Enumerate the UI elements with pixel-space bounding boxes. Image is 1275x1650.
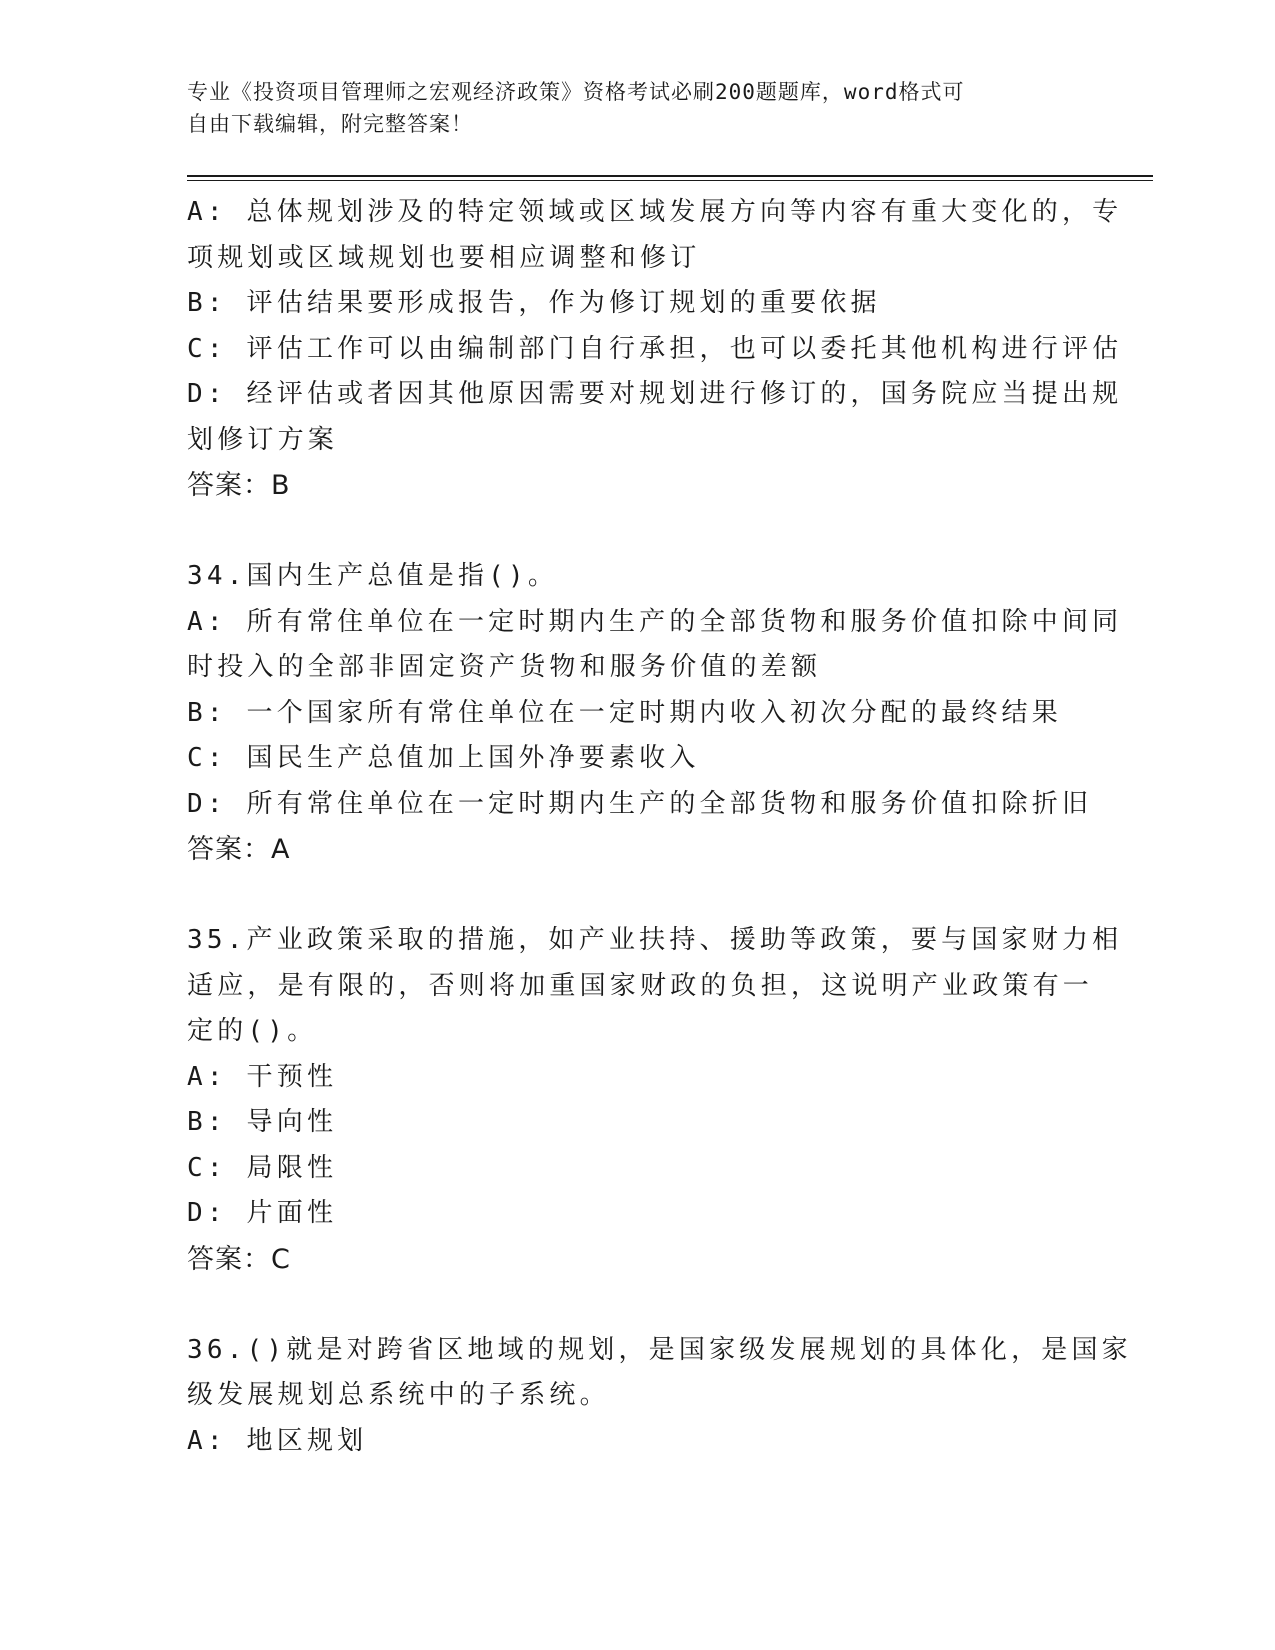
header-divider xyxy=(187,175,1153,181)
option-a-continued: 项规划或区域规划也要相应调整和修订 xyxy=(187,242,701,273)
header-title-line-2: 自由下载编辑，附完整答案！ xyxy=(187,112,473,136)
question-content xyxy=(187,190,1132,1464)
question-stem-continued: 适应，是有限的，否则将加重国家财政的负担，这说明产业政策有一 xyxy=(187,970,1094,1001)
question-33-options xyxy=(187,190,1123,509)
option-d: D: 经评估或者因其他原因需要对规划进行修订的，国务院应当提出规 xyxy=(187,379,1123,409)
option-d-continued: 划修订方案 xyxy=(187,424,339,455)
answer-label: 答案：B xyxy=(187,470,291,501)
option-a-continued: 时投入的全部非固定资产货物和服务价值的差额 xyxy=(187,652,822,682)
option-a: A: 总体规划涉及的特定领域或区域发展方向等内容有重大变化的，专 xyxy=(187,197,1123,227)
option-a: A: 干预性 xyxy=(187,1061,338,1092)
option-c: C: 局限性 xyxy=(187,1152,338,1183)
document-header xyxy=(187,76,1067,140)
option-c: C: 评估工作可以由编制部门自行承担，也可以委托其他机构进行评估 xyxy=(187,333,1123,364)
option-c: C: 国民生产总值加上国外净要素收入 xyxy=(187,743,700,773)
option-b: B: 一个国家所有常住单位在一定时期内收入初次分配的最终结果 xyxy=(187,697,1062,728)
question-36 xyxy=(187,1328,1132,1465)
spacer xyxy=(187,1282,1067,1328)
option-a: A: 地区规划 xyxy=(187,1425,368,1456)
question-35 xyxy=(187,918,1123,1282)
answer-label: 答案：C xyxy=(187,1243,291,1275)
header-title-line-1: 专业《投资项目管理师之宏观经济政策》资格考试必刷200题题库，word格式可 xyxy=(187,80,965,104)
spacer xyxy=(187,509,1067,555)
question-stem: 36.()就是对跨省区地域的规划，是国家级发展规划的具体化，是国家 xyxy=(187,1334,1132,1365)
question-stem: 35.产业政策采取的措施，如产业扶持、援助等政策，要与国家财力相 xyxy=(187,925,1123,955)
option-d: D: 片面性 xyxy=(187,1198,338,1228)
question-34 xyxy=(187,554,1123,873)
option-b: B: 导向性 xyxy=(187,1107,338,1137)
option-d: D: 所有常住单位在一定时期内生产的全部货物和服务价值扣除折旧 xyxy=(187,788,1093,819)
spacer xyxy=(187,873,1067,919)
question-stem: 34.国内生产总值是指()。 xyxy=(187,561,559,591)
option-a: A: 所有常住单位在一定时期内生产的全部货物和服务价值扣除中间同 xyxy=(187,606,1123,637)
answer-label: 答案：A xyxy=(187,834,291,865)
option-b: B: 评估结果要形成报告，作为修订规划的重要依据 xyxy=(187,288,881,318)
question-stem-continued: 定的()。 xyxy=(187,1016,318,1046)
question-stem-continued: 级发展规划总系统中的子系统。 xyxy=(187,1380,610,1410)
